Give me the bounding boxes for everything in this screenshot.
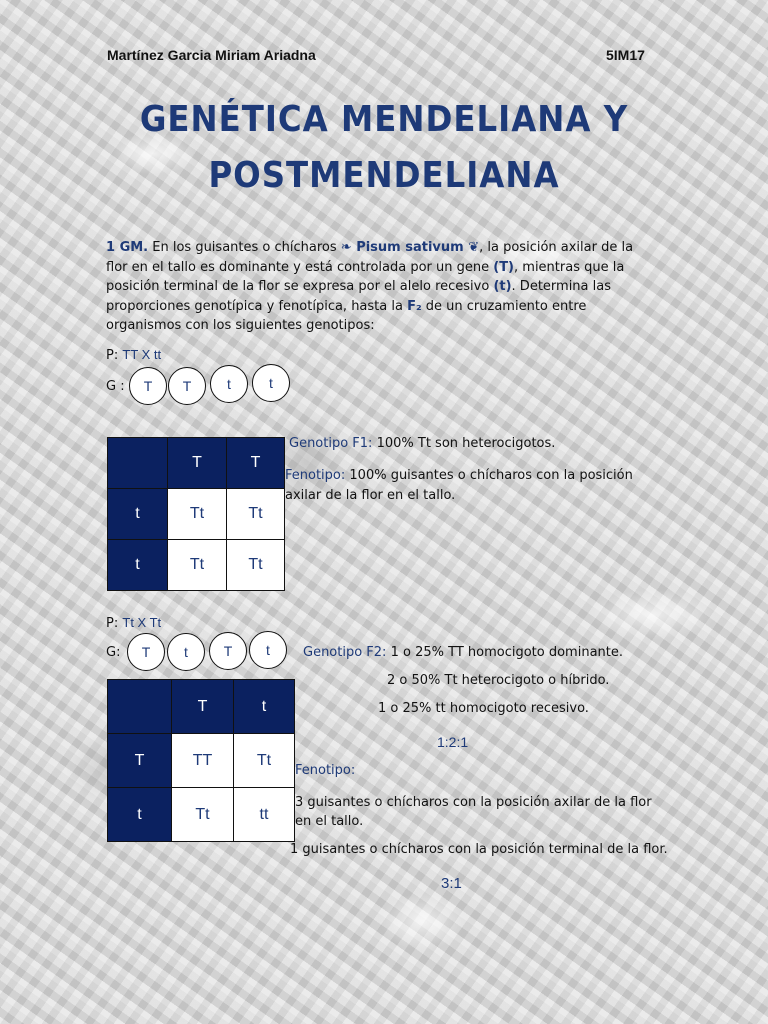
species-name: Pisum sativum [356, 240, 464, 255]
problem-text-3: , mientras que la posición terminal de la flor se expresa por el alelo recesivo [106, 259, 625, 294]
table-row [108, 734, 295, 788]
table-cell: Tt [168, 489, 227, 540]
problem-text-5: de un cruzamiento entre organismos con los siguientes genotipos: [106, 298, 587, 333]
table-row [108, 788, 295, 842]
table-header-cell: T [227, 438, 285, 489]
parents-value: TT X tt [122, 347, 162, 362]
phenotype-f1-label: Fenotipo: [285, 468, 346, 483]
punnett-square-f2 [107, 679, 295, 842]
genotype-f2-text-1: 1 o 25% TT homocigoto dominante. [390, 645, 624, 660]
gamete-circle: T [129, 367, 167, 405]
table-cell [108, 680, 172, 734]
table-row-header: t [108, 489, 168, 540]
gamete-circle: t [167, 633, 205, 671]
table-row [108, 680, 295, 734]
problem-number: 1 GM. [106, 240, 149, 255]
title-line-2: POSTMENDELIANA [208, 155, 560, 196]
group-code: 5IM17 [606, 47, 645, 63]
table-row [108, 540, 285, 591]
table-header-cell: t [234, 680, 295, 734]
generation-label: F₂ [407, 298, 422, 314]
genotype-f1-label: Genotipo F1: [289, 436, 373, 451]
table-cell: Tt [227, 540, 285, 591]
gamete-circle: t [249, 631, 287, 669]
table-header-cell: T [168, 438, 227, 489]
table-cell [108, 438, 168, 489]
gamete-circle: t [252, 364, 290, 402]
parents-label: P: [106, 348, 119, 363]
genotype-f2-label: Genotipo F2: [303, 645, 387, 660]
genotype-f2-line-1 [303, 645, 623, 660]
cross2-parents [106, 615, 161, 631]
table-cell: Tt [227, 489, 285, 540]
leaf-icon-right: ❦ [463, 240, 480, 255]
table-cell: Tt [168, 540, 227, 591]
table-row-header: T [108, 734, 172, 788]
title-line-1: GENÉTICA MENDELIANA Y [139, 99, 629, 140]
table-row [108, 489, 285, 540]
parents-value: Tt X Tt [122, 615, 162, 630]
genotype-f2-line-3: 1 o 25% tt homocigoto recesivo. [378, 701, 589, 716]
problem-statement [106, 238, 658, 336]
leaf-icon-left: ❧ [340, 240, 357, 255]
punnett-square-f1 [107, 437, 285, 591]
genotype-ratio: 1:2:1 [437, 734, 469, 750]
table-cell: TT [172, 734, 234, 788]
problem-text-2: , la posición axilar de la flor en el tallo es dominante y está controlada por un gene [106, 240, 634, 275]
phenotype-f2-line-2: 1 guisantes o chícharos con la posición terminal de la flor. [290, 842, 668, 857]
cross1-gametes-label: G : [106, 379, 125, 394]
table-header-cell: T [172, 680, 234, 734]
author-name: Martínez Garcia Miriam Ariadna [107, 47, 316, 63]
page-title [0, 92, 768, 204]
phenotype-f1 [285, 466, 645, 506]
problem-text-4: . Determina las proporciones genotípica y fenotípica, hasta la [106, 279, 611, 314]
cross2-gametes-label: G: [106, 645, 121, 660]
gamete-circle: T [209, 632, 247, 670]
genotype-f2-line-2: 2 o 50% Tt heterocigoto o híbrido. [387, 673, 610, 688]
genotype-f1 [289, 436, 555, 451]
gamete-circle: T [168, 367, 206, 405]
phenotype-f1-text: 100% guisantes o chícharos con la posición axilar de la flor en el tallo. [285, 468, 633, 503]
phenotype-ratio: 3:1 [441, 875, 462, 892]
parents-label: P: [106, 616, 119, 631]
recessive-allele: (t) [493, 279, 512, 294]
table-row-header: t [108, 788, 172, 842]
dominant-allele: (T) [493, 259, 515, 275]
table-row [108, 438, 285, 489]
gamete-circle: T [127, 633, 165, 671]
phenotype-f2-label: Fenotipo: [295, 763, 356, 778]
problem-text-1: En los guisantes o chícharos [148, 240, 341, 255]
cross1-parents [106, 347, 161, 363]
table-cell: Tt [172, 788, 234, 842]
table-cell: tt [234, 788, 295, 842]
table-cell: Tt [234, 734, 295, 788]
table-row-header: t [108, 540, 168, 591]
genotype-f1-text: 100% Tt son heterocigotos. [372, 436, 556, 451]
phenotype-f2-line-1: 3 guisantes o chícharos con la posición axilar de la flor en el tallo. [295, 795, 652, 829]
gamete-circle: t [210, 365, 248, 403]
